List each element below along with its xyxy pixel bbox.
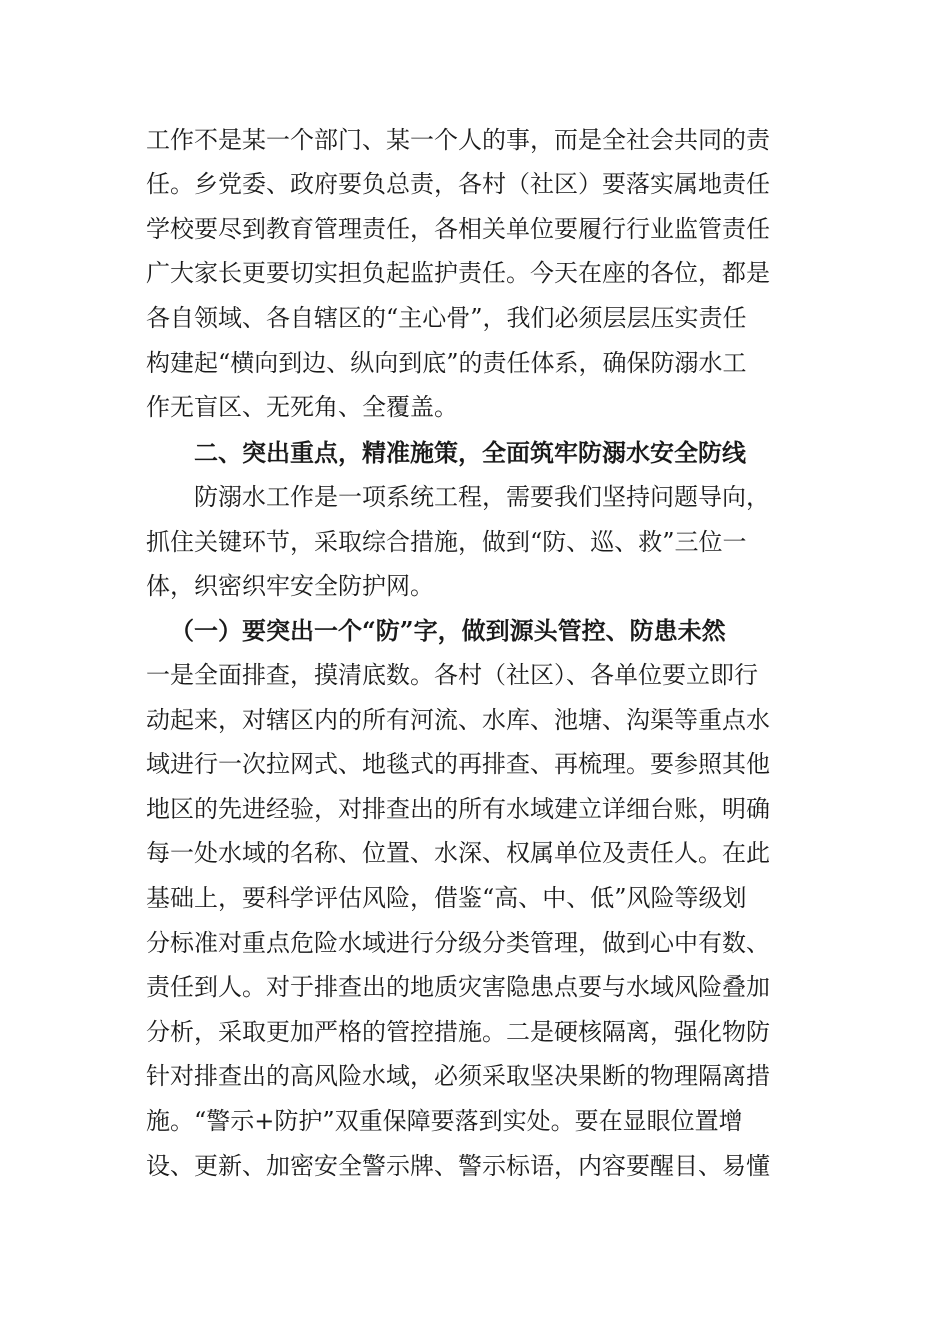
paragraph-line: 分析，采取更加严格的管控措施。二是硬核隔离，强化物防 [146, 1018, 770, 1046]
paragraph-line: 动起来，对辖区内的所有河流、水库、池塘、沟渠等重点水 [146, 706, 770, 734]
paragraph-line: 域进行一次拉网式、地毯式的再排查、再梳理。要参照其他 [146, 750, 770, 778]
paragraph-line: 抓住关键环节，采取综合措施，做到“防、巡、救”三位一 [146, 528, 747, 556]
paragraph-line: 作无盲区、无死角、全覆盖。 [146, 393, 458, 421]
paragraph-line: 分标准对重点危险水域进行分级分类管理，做到心中有数、 [146, 929, 770, 957]
paragraph-line: 每一处水域的名称、位置、水深、权属单位及责任人。在此 [146, 839, 770, 867]
paragraph-line: 各自领域、各自辖区的“主心骨”，我们必须层层压实责任 [146, 304, 747, 332]
paragraph-line: 构建起“横向到边、纵向到底”的责任体系，确保防溺水工 [146, 349, 747, 377]
paragraph-line: 一是全面排查，摸清底数。各村（社区）、各单位要立即行 [146, 661, 758, 689]
paragraph-line: 体，织密织牢安全防护网。 [146, 572, 434, 600]
paragraph-line: 广大家长更要切实担负起监护责任。今天在座的各位，都是 [146, 259, 770, 287]
subsection-heading: （一）要突出一个“防”字，做到源头管控、防患未然 [170, 616, 726, 645]
paragraph-line: 施。“警示+防护”双重保障要落到实处。要在显眼位置增 [146, 1107, 743, 1135]
paragraph-line: 任。乡党委、政府要负总责，各村（社区）要落实属地责任 [146, 170, 770, 198]
paragraph-line: 针对排查出的高风险水域，必须采取坚决果断的物理隔离措 [146, 1062, 770, 1090]
paragraph-line: 设、更新、加密安全警示牌、警示标语，内容要醒目、易懂 [146, 1152, 770, 1180]
paragraph-line: 工作不是某一个部门、某一个人的事，而是全社会共同的责 [146, 126, 770, 154]
paragraph-line: 责任到人。对于排查出的地质灾害隐患点要与水域风险叠加 [146, 973, 770, 1001]
paragraph-line: 基础上，要科学评估风险，借鉴“高、中、低”风险等级划 [146, 884, 747, 912]
paragraph-line: 地区的先进经验，对排查出的所有水域建立详细台账，明确 [146, 795, 770, 823]
paragraph-line: 防溺水工作是一项系统工程，需要我们坚持问题导向， [194, 483, 770, 511]
paragraph-line: 学校要尽到教育管理责任，各相关单位要履行行业监管责任 [146, 215, 770, 243]
section-heading: 二、突出重点，精准施策，全面筑牢防溺水安全防线 [194, 439, 746, 467]
